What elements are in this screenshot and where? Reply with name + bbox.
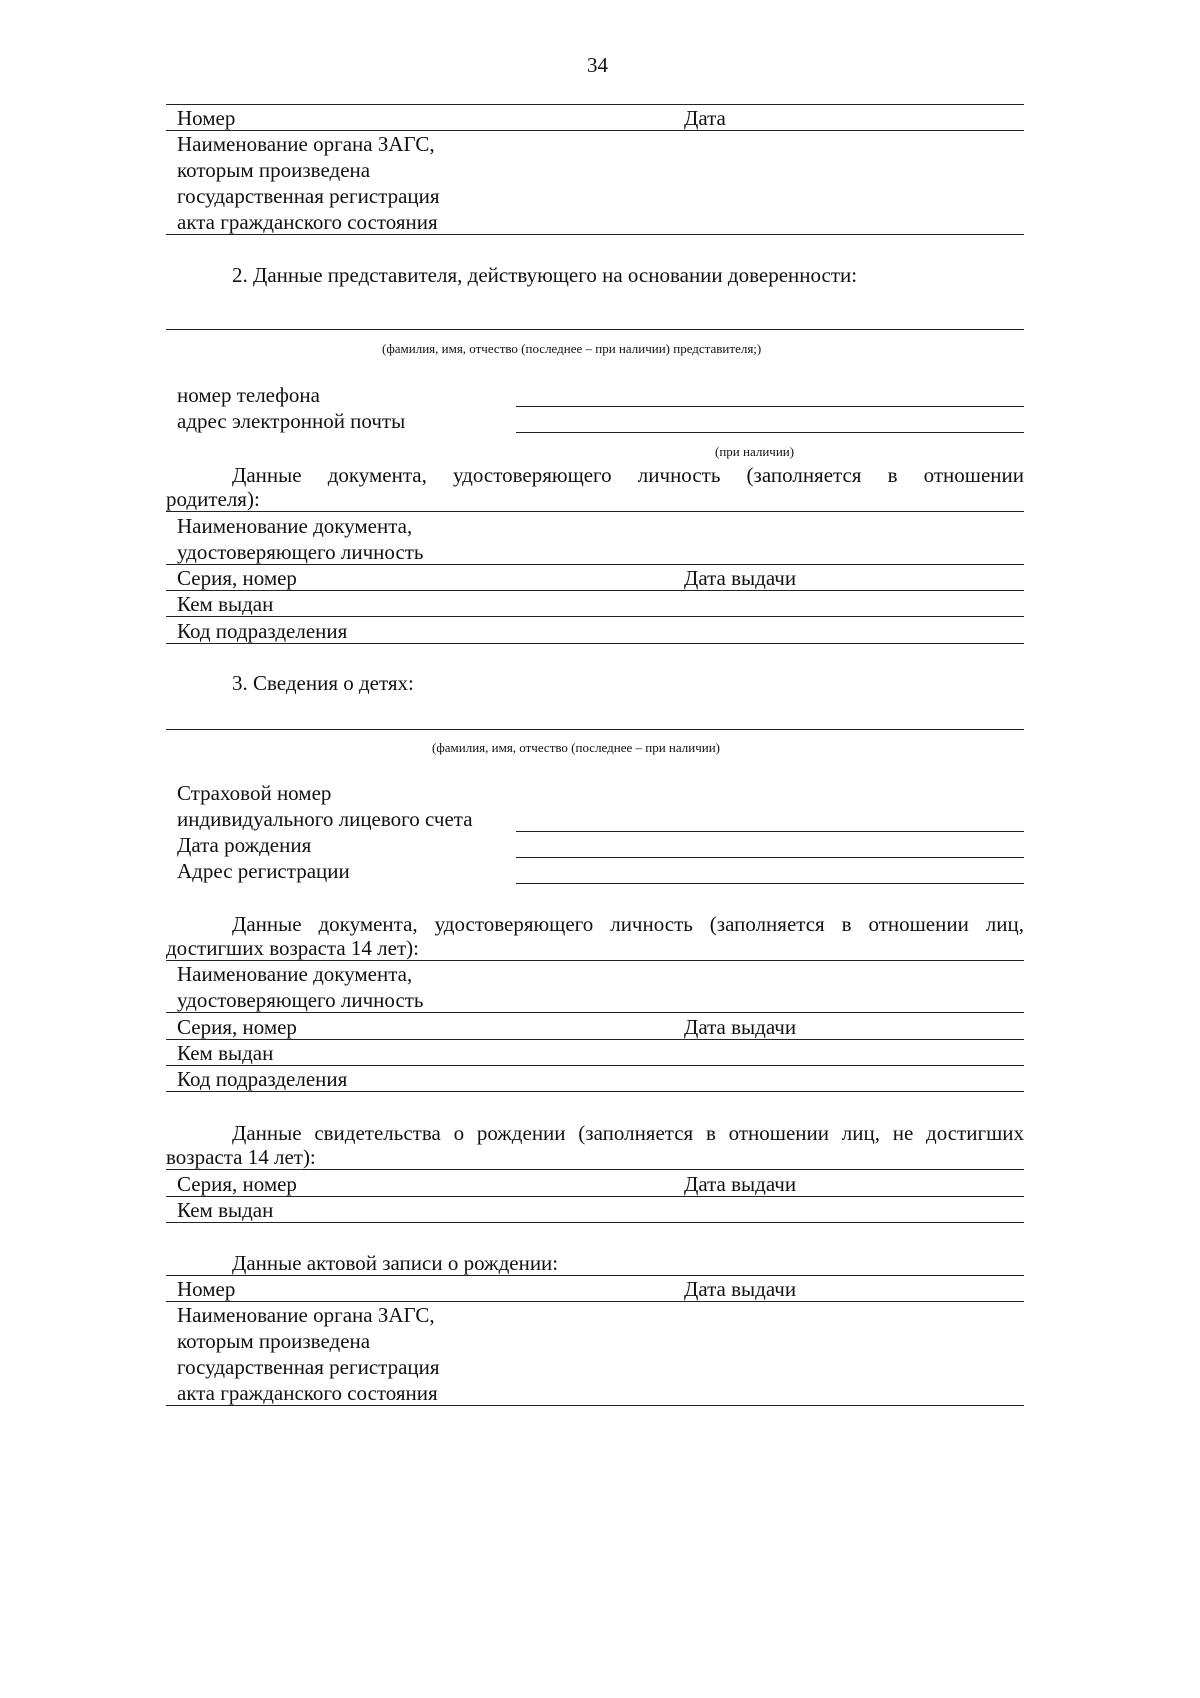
- child-name-caption: (фамилия, имя, отчество (последнее – при наличии): [432, 740, 720, 755]
- act-zags-label-line: государственная регистрация: [177, 1355, 440, 1379]
- row-rule: [166, 960, 1024, 961]
- child-name-line: [166, 729, 1024, 730]
- phone-label: номер телефона: [177, 383, 320, 407]
- birth-date-label: Дата рождения: [177, 833, 312, 857]
- zags-label-line: акта гражданского состояния: [177, 210, 438, 234]
- child-issued-by-label: Кем выдан: [177, 1041, 274, 1065]
- zags-label-line: Наименование органа ЗАГС,: [177, 132, 435, 156]
- representative-name-caption: (фамилия, имя, отчество (последнее – при наличии) представителя;): [382, 341, 762, 356]
- row-rule: [166, 1301, 1024, 1302]
- row-rule: [166, 564, 1024, 565]
- row-rule: [166, 1222, 1024, 1223]
- row-rule: [166, 1091, 1024, 1092]
- row-rule: [166, 590, 1024, 591]
- table-bottom-rule: [166, 1405, 1024, 1406]
- snils-label-line2: индивидуального лицевого счета: [177, 807, 473, 831]
- birth-cert-intro-line2: возраста 14 лет):: [166, 1145, 316, 1169]
- birth-date-field-line[interactable]: [516, 857, 1024, 858]
- row-rule: [166, 1039, 1024, 1040]
- page-number: 34: [587, 53, 608, 77]
- phone-field-line[interactable]: [516, 406, 1024, 407]
- issued-by-label: Кем выдан: [177, 592, 274, 616]
- act-record-number-label: Номер: [177, 1277, 236, 1301]
- series-number-label: Серия, номер: [177, 566, 297, 590]
- snils-field-line[interactable]: [516, 831, 1024, 832]
- act-record-date-label: Дата выдачи: [684, 1277, 797, 1301]
- doc-name-label: удостоверяющего личность: [177, 540, 424, 564]
- child-id-intro-line2: достигших возраста 14 лет):: [166, 936, 419, 960]
- snils-label-line1: Страховой номер: [177, 781, 332, 805]
- child-issue-date-label: Дата выдачи: [684, 1015, 797, 1039]
- dept-code-label: Код подразделения: [177, 619, 348, 643]
- row-rule: [166, 1169, 1024, 1170]
- address-field-line[interactable]: [516, 883, 1024, 884]
- zags-label-line: государственная регистрация: [177, 184, 440, 208]
- row-rule: [166, 1012, 1024, 1013]
- address-label: Адрес регистрации: [177, 859, 350, 883]
- birth-cert-intro-line1: Данные свидетельства о рождении (заполняется в отношении лиц, не достигших: [232, 1121, 1024, 1145]
- id-doc-intro-line2: родителя):: [166, 487, 260, 511]
- issue-date-label: Дата выдачи: [684, 566, 797, 590]
- child-series-number-label: Серия, номер: [177, 1015, 297, 1039]
- zags-label-line: которым произведена: [177, 158, 371, 182]
- act-record-intro: Данные актовой записи о рождении:: [232, 1251, 559, 1275]
- child-id-intro-line1: Данные документа, удостоверяющего личность (заполняется в отношении лиц,: [232, 912, 1024, 936]
- child-doc-name-label: Наименование документа,: [177, 962, 413, 986]
- row-rule: [166, 1275, 1024, 1276]
- section-3-heading: 3. Сведения о детях:: [232, 671, 414, 695]
- act-zags-label-line: Наименование органа ЗАГС,: [177, 1303, 435, 1327]
- email-label: адрес электронной почты: [177, 409, 406, 433]
- birth-cert-issued-by-label: Кем выдан: [177, 1198, 274, 1222]
- act-zags-label-line: акта гражданского состояния: [177, 1381, 438, 1405]
- representative-name-line: [166, 329, 1024, 330]
- row-rule: [166, 1196, 1024, 1197]
- act-zags-label-line: которым произведена: [177, 1329, 371, 1353]
- act-number-label: Номер: [177, 106, 236, 130]
- row-rule: [166, 643, 1024, 644]
- id-doc-intro-line1: Данные документа, удостоверяющего личность (заполняется в отношении: [232, 463, 1024, 487]
- email-caption: (при наличии): [715, 444, 795, 459]
- act-date-label: Дата: [684, 106, 726, 130]
- row-rule: [166, 1065, 1024, 1066]
- birth-cert-issue-date-label: Дата выдачи: [684, 1172, 797, 1196]
- child-dept-code-label: Код подразделения: [177, 1067, 348, 1091]
- row-rule: [166, 616, 1024, 617]
- doc-name-label: Наименование документа,: [177, 514, 413, 538]
- table-top-rule: [166, 104, 1024, 105]
- child-doc-name-label: удостоверяющего личность: [177, 988, 424, 1012]
- birth-cert-series-label: Серия, номер: [177, 1172, 297, 1196]
- row-rule: [166, 511, 1024, 512]
- row-rule: [166, 130, 1024, 131]
- email-field-line[interactable]: [516, 432, 1024, 433]
- row-rule: [166, 234, 1024, 235]
- section-2-heading: 2. Данные представителя, действующего на основании доверенности:: [232, 263, 858, 287]
